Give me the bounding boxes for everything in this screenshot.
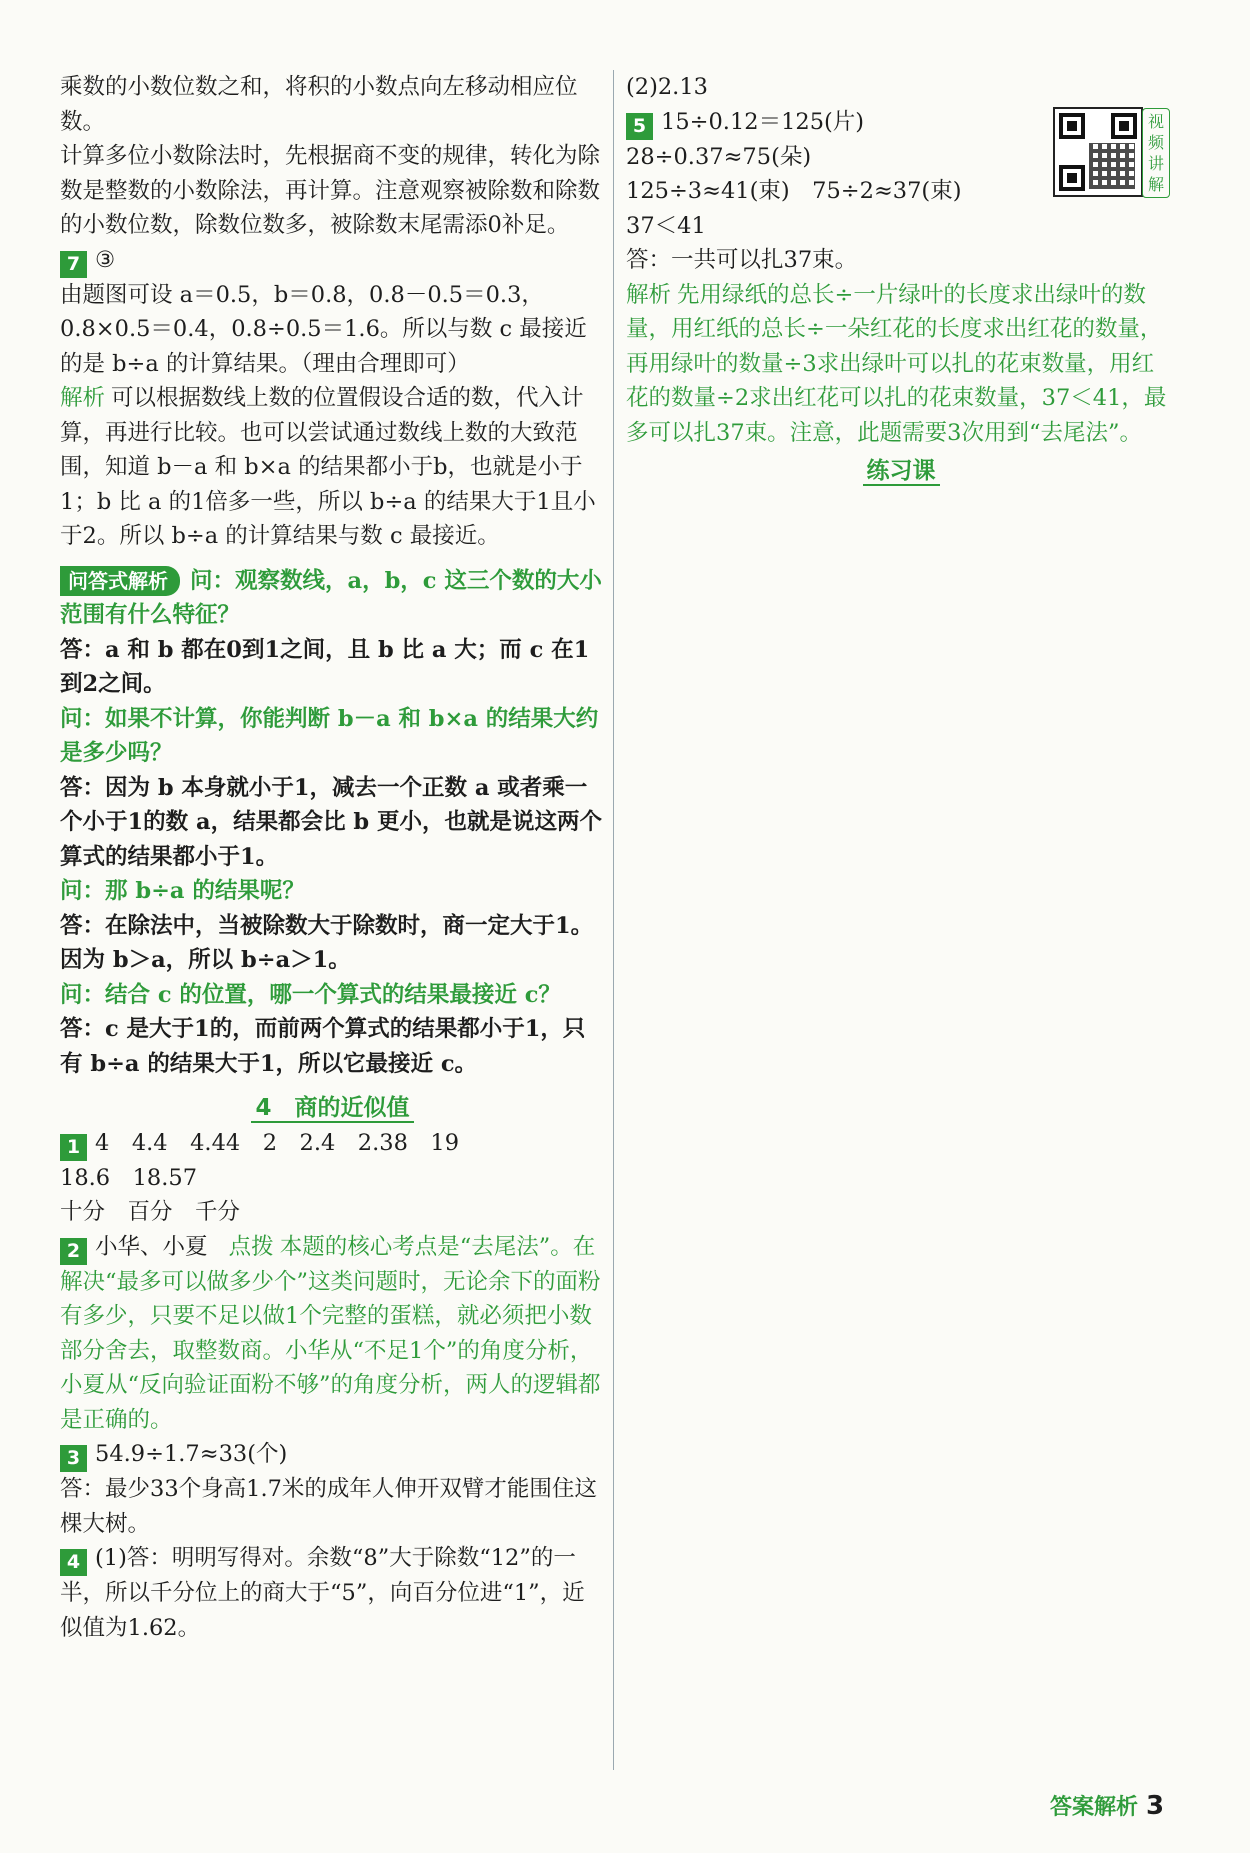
s4-question-3 xyxy=(60,1437,605,1472)
calc-text: 15÷0.12＝125(片) xyxy=(661,108,865,135)
answer-text: (2)2.13 xyxy=(626,74,708,100)
qr-code-icon[interactable] xyxy=(1053,107,1143,197)
question-number: 2 xyxy=(60,1238,87,1265)
video-explanation-label[interactable]: 视频讲解 xyxy=(1142,108,1170,198)
analysis-label: 解析 xyxy=(60,385,106,411)
solution-text: 由题图可设 a＝0.5，b＝0.8，0.8－0.5＝0.3，0.8×0.5＝0.4，0.8÷0.5＝1.6。所以与数 c 最接近的是 b÷a 的计算结果。（理由合理即可） xyxy=(60,281,587,377)
answer-text: ③ xyxy=(95,246,116,273)
calc-text: 37＜41 xyxy=(626,212,706,239)
section-title: 4 商的近似值 xyxy=(251,1095,413,1123)
analysis-text: 先用绿纸的总长÷一片绿叶的长度求出绿叶的数量，用红纸的总长÷一朵红花的长度求出红花的数量，再用绿叶的数量÷3求出绿叶可以扎的花束数量，用红花的数量÷2求出红花可以扎的花束数量，37＜41，最多可以扎37束。注意，此题需要3次用到“去尾法”。 xyxy=(626,281,1167,446)
footer-label: 答案解析 xyxy=(1050,1795,1139,1820)
calc-text: 54.9÷1.7≈33(个) xyxy=(95,1441,288,1467)
s4-question-1 xyxy=(60,1126,605,1161)
qa-answer: 答：c 是大于1的，而前两个算式的结果都小于1，只有 b÷a 的结果大于1，所以它最接近 c。 xyxy=(60,1016,586,1077)
left-column xyxy=(60,70,605,1645)
calc-text: 28÷0.37≈75(朵) xyxy=(626,143,812,170)
qa-label: 问答式解析 xyxy=(60,566,180,596)
question-number: 1 xyxy=(60,1134,87,1161)
column-divider xyxy=(613,70,614,1770)
answer-text: 答：最少33个身高1.7米的成年人伸开双臂才能围住这棵大树。 xyxy=(60,1476,597,1537)
page-number: 3 xyxy=(1146,1791,1165,1821)
answer-text: 小华、小夏 xyxy=(95,1233,208,1260)
question-number: 3 xyxy=(60,1445,87,1472)
page-footer xyxy=(1050,1790,1164,1821)
calc-text: 125÷3≈41(束) 75÷2≈37(束) xyxy=(626,178,962,204)
tip-text: 本题的核心考点是“去尾法”。在解决“最多可以做多少个”这类问题时，无论余下的面粉有多少，只要不足以做1个完整的蛋糕，就必须把小数部分舍去，取整数商。小华从“不足1个”的角度分析，小夏从“反向验证面粉不够”的角度分析，两人的逻辑都是正确的。 xyxy=(60,1233,601,1433)
section-heading xyxy=(626,454,1176,489)
intro-text: 计算多位小数除法时，先根据商不变的规律，转化为除数是整数的小数除法，再计算。注意观察被除数和除数的小数位数，除数位数多，被除数末尾需添0补足。 xyxy=(60,143,601,238)
qa-question: 问：如果不计算，你能判断 b－a 和 b×a 的结果大约是多少吗？ xyxy=(60,705,599,766)
answer-text: (1)答：明明写得对。余数“8”大于除数“12”的一半，所以千分位上的商大于“5”，向百分位进“1”，近似值为1.62。 xyxy=(60,1545,585,1641)
analysis-label: 解析 xyxy=(626,281,672,308)
section-title: 练习课 xyxy=(863,458,940,486)
tip-label: 点拨 xyxy=(228,1233,274,1260)
qa-question: 问：结合 c 的位置，哪一个算式的结果最接近 c？ xyxy=(60,981,561,1008)
intro-text: 乘数的小数位数之和，将积的小数点向左移动相应位数。 xyxy=(60,74,578,135)
analysis xyxy=(60,381,605,554)
answer-text: 答：一共可以扎37束。 xyxy=(626,247,858,273)
answer-text: 18.6 18.57 xyxy=(60,1164,198,1191)
answer-text: 4 4.4 4.44 2 2.4 2.38 19 xyxy=(95,1129,460,1156)
qa-analysis xyxy=(60,564,605,1082)
answer-text: 十分 百分 千分 xyxy=(60,1199,241,1225)
section-heading xyxy=(60,1091,605,1126)
analysis-text: 可以根据数线上数的位置假设合适的数，代入计算，再进行比较。也可以尝试通过数线上数的大致范围，知道 b－a 和 b×a 的结果都小于b，也就是小于1；b 比 a 的1倍多一些，所以 b÷a 的结果大于1且小于2。所以 b÷a 的计算结果与数 c 最接近。 xyxy=(60,385,596,549)
question-number: 5 xyxy=(626,113,653,140)
s4-question-4 xyxy=(60,1541,605,1645)
s4-question-2 xyxy=(60,1230,605,1438)
qa-answer: 答：因为 b 本身就小于1，减去一个正数 a 或者乘一个小于1的数 a，结果都会比 b 更小，也就是说这两个算式的结果都小于1。 xyxy=(60,774,602,870)
qa-answer: 答：在除法中，当被除数大于除数时，商一定大于1。因为 b＞a，所以 b÷a＞1。 xyxy=(60,912,594,973)
question-7 xyxy=(60,243,605,278)
qa-question: 问：那 b÷a 的结果呢？ xyxy=(60,878,305,904)
qa-question: 问：观察数线，a，b，c 这三个数的大小范围有什么特征？ xyxy=(60,567,602,628)
qa-answer: 答：a 和 b 都在0到1之间，且 b 比 a 大；而 c 在1到2之间。 xyxy=(60,636,590,697)
analysis xyxy=(626,278,1176,451)
question-number: 7 xyxy=(60,251,87,278)
question-number: 4 xyxy=(60,1549,87,1576)
